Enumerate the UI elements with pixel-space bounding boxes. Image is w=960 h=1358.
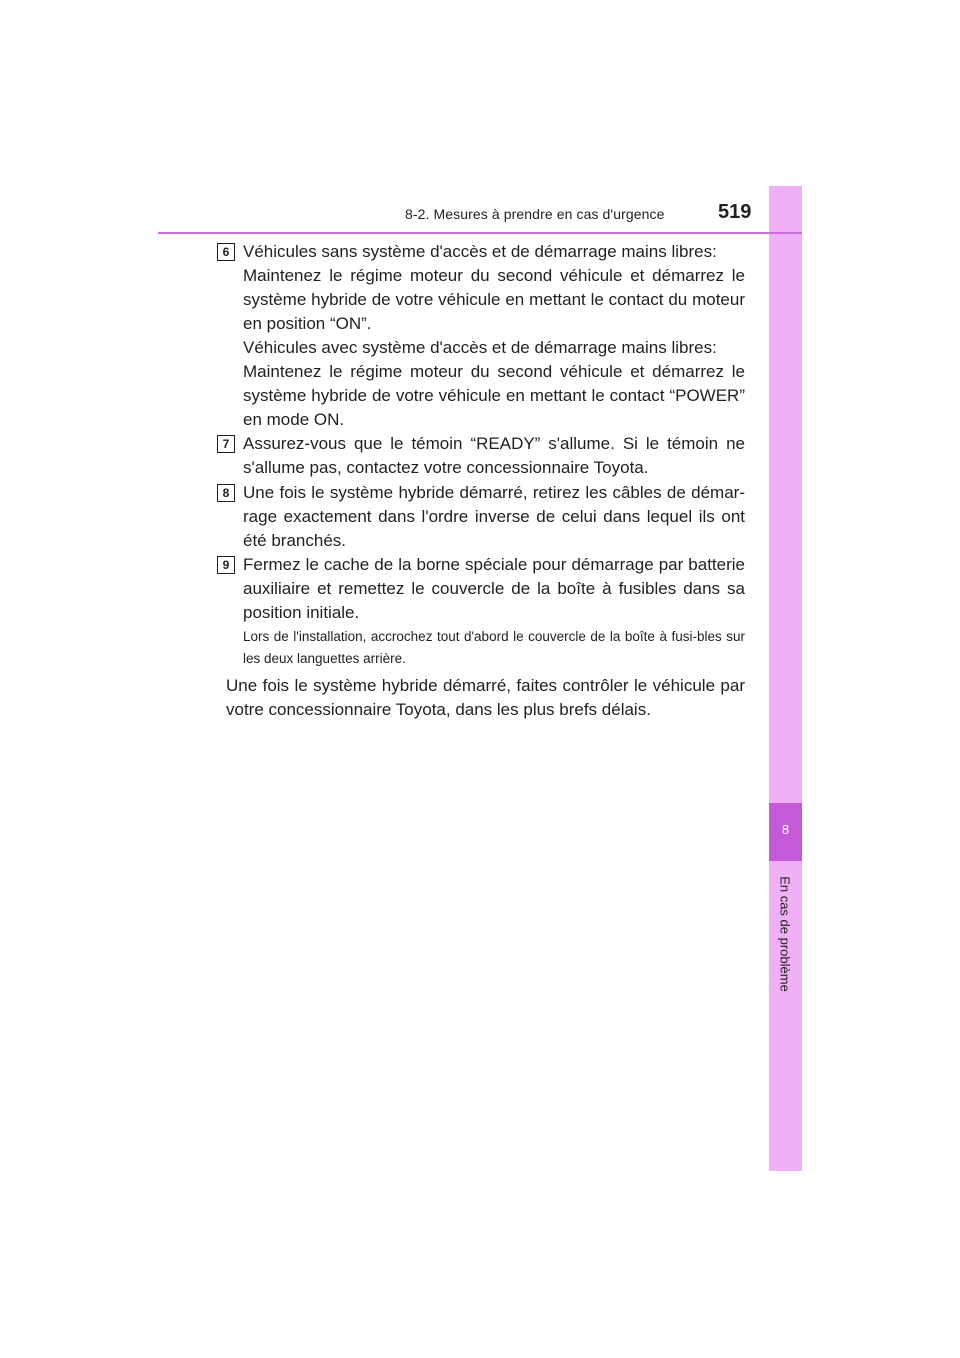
page-number: 519	[718, 201, 752, 223]
step-6-condition-b: Véhicules avec système d'accès et de démarrage mains libres:	[243, 338, 717, 357]
step-number-9: 9	[217, 556, 235, 574]
step-6-condition-a: Véhicules sans système d'accès et de démarrage mains libres:	[243, 242, 717, 261]
step-9-note: Lors de l'installation, accrochez tout d'abord le couvercle de la boîte à fusi-bles sur les deux languettes arrière.	[243, 629, 745, 666]
closing-paragraph: Une fois le système hybride démarré, faites contrôler le véhicule par votre concessionnaire Toyota, dans les plus brefs délais.	[226, 676, 745, 719]
step-8-text: Une fois le système hybride démarré, retirez les câbles de démar-rage exactement dans l'ordre inverse de celui dans lequel ils ont été branchés.	[243, 483, 745, 550]
chapter-number: 8	[781, 822, 790, 837]
step-7-text: Assurez-vous que le témoin “READY” s'allume. Si le témoin ne s'allume pas, contactez votre concessionnaire Toyota.	[243, 434, 745, 477]
chapter-title: En cas de problème	[777, 876, 793, 992]
step-number-7: 7	[217, 435, 235, 453]
step-6-text-b: Maintenez le régime moteur du second véhicule et démarrez le système hybride de votre véhicule en mettant le contact “POWER” en mode ON.	[243, 362, 745, 429]
step-6-text-a: Maintenez le régime moteur du second véhicule et démarrez le système hybride de votre véhicule en mettant le contact du moteur en position “ON”.	[243, 266, 745, 333]
section-title: 8-2. Mesures à prendre en cas d'urgence	[405, 206, 665, 222]
step-9-text: Fermez le cache de la borne spéciale pour démarrage par batterie auxiliaire et remettez le couvercle de la boîte à fusibles dans sa position initiale.	[243, 555, 745, 622]
step-number-8: 8	[217, 484, 235, 502]
step-number-6: 6	[217, 243, 235, 261]
